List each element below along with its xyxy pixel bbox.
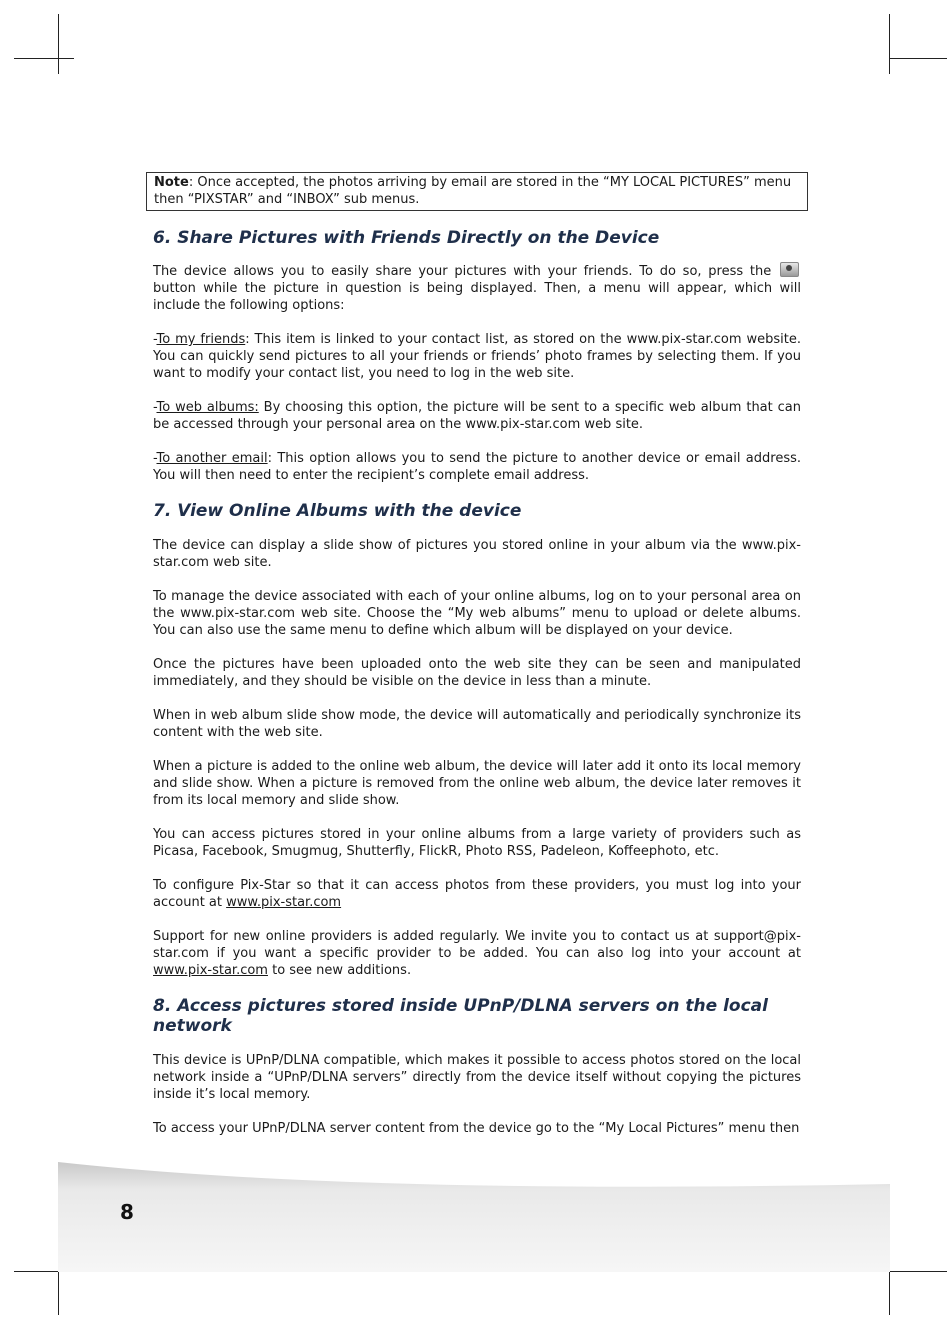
paragraph — [153, 928, 801, 979]
paragraph: This device is UPnP/DLNA compatible, which makes it possible to access photos stored on the local network inside a “UPnP/DLNA servers” directly from the device itself without copying the pictures inside it’s local memory. — [153, 1053, 801, 1102]
intro-text: The device allows you to easily share your pictures with your friends. To do so, press the — [153, 264, 772, 279]
crop-mark — [889, 1271, 947, 1272]
to-my-friends-label: To my friends — [156, 332, 246, 347]
paragraph — [153, 877, 801, 911]
option-text: : This option allows you to send the picture to another device or email address. You will then need to enter the recipient’s complete email address. — [153, 451, 802, 483]
paragraph: You can access pictures stored in your online albums from a large variety of providers such as Picasa, Facebook, Smugmug, Shutterfly, FlickR, Photo RSS, Padeleon, Koffeephoto, etc. — [153, 827, 801, 859]
option-text: By choosing this option, the picture will be sent to a specific web album that can be accessed through your personal area on the www.pix-star.com web site. — [153, 400, 801, 432]
option-prefix: - — [153, 451, 157, 466]
pix-star-link[interactable]: www.pix-star.com — [153, 963, 268, 978]
footer-band — [58, 1160, 890, 1272]
crop-mark — [58, 14, 59, 74]
option-to-my-friends — [153, 331, 801, 382]
option-to-another-email — [153, 450, 801, 484]
crop-mark — [889, 14, 890, 74]
option-prefix: - — [153, 400, 157, 415]
option-text: : This item is linked to your contact list, as stored on the www.pix-star.com website. You can quickly send pictures to all your friends or friends’ photo frames by selecting them. If you want to modify your contact list, you need to log in the web site. — [153, 332, 801, 381]
note-box — [146, 172, 808, 211]
section-6-intro — [153, 262, 801, 314]
paragraph-text: Support for new online providers is added regularly. We invite you to contact us at support@pix-star.com if you want a specific provider to be added. You can also log into your account at — [153, 929, 801, 961]
note-label: Note — [154, 175, 189, 190]
paragraph: The device can display a slide show of pictures you stored online in your album via the www.pix-star.com web site. — [153, 538, 801, 570]
pix-star-link[interactable]: www.pix-star.com — [226, 895, 342, 910]
paragraph: Once the pictures have been uploaded onto the web site they can be seen and manipulated immediately, and they should be visible on the device in less than a minute. — [153, 657, 801, 689]
paragraph: To access your UPnP/DLNA server content from the device go to the “My Local Pictures” menu then — [153, 1121, 800, 1136]
paragraph: When a picture is added to the online web album, the device will later add it onto its local memory and slide show. When a picture is removed from the online web album, the device later removes it from its local memory and slide show. — [153, 759, 801, 808]
section-8-heading: 8. Access pictures stored inside UPnP/DLNA servers on the local network — [153, 996, 768, 1036]
page-content — [153, 172, 801, 1154]
section-7-heading: 7. View Online Albums with the device — [153, 501, 522, 521]
paragraph-text: to see new additions. — [267, 963, 412, 978]
section-6-heading: 6. Share Pictures with Friends Directly on the Device — [153, 228, 660, 248]
to-another-email-label: To another email — [156, 451, 268, 466]
intro-text-cont: button while the picture in question is being displayed. Then, a menu will appear, which will include the following options: — [153, 281, 801, 313]
paragraph: When in web album slide show mode, the device will automatically and periodically synchronize its content with the web site. — [153, 708, 801, 740]
to-web-albums-label: To web albums: — [156, 400, 259, 415]
paragraph: To manage the device associated with each of your online albums, log on to your personal area on the www.pix-star.com web site. Choose the “My web albums” menu to upload or delete albums. You can also use the same menu to define which album will be displayed on your device. — [153, 589, 801, 638]
camera-button-icon — [780, 262, 799, 277]
crop-mark — [14, 58, 74, 59]
crop-mark — [889, 58, 947, 59]
option-prefix: - — [153, 332, 157, 347]
paragraph-text: To configure Pix-Star so that it can access photos from these providers, you must log into your account at — [153, 878, 801, 910]
option-to-web-albums — [153, 399, 801, 433]
note-text: : Once accepted, the photos arriving by email are stored in the “MY LOCAL PICTURES” menu then “PIXSTAR” and “INBOX” sub menus. — [154, 175, 792, 207]
page-number: 8 — [120, 1200, 134, 1224]
